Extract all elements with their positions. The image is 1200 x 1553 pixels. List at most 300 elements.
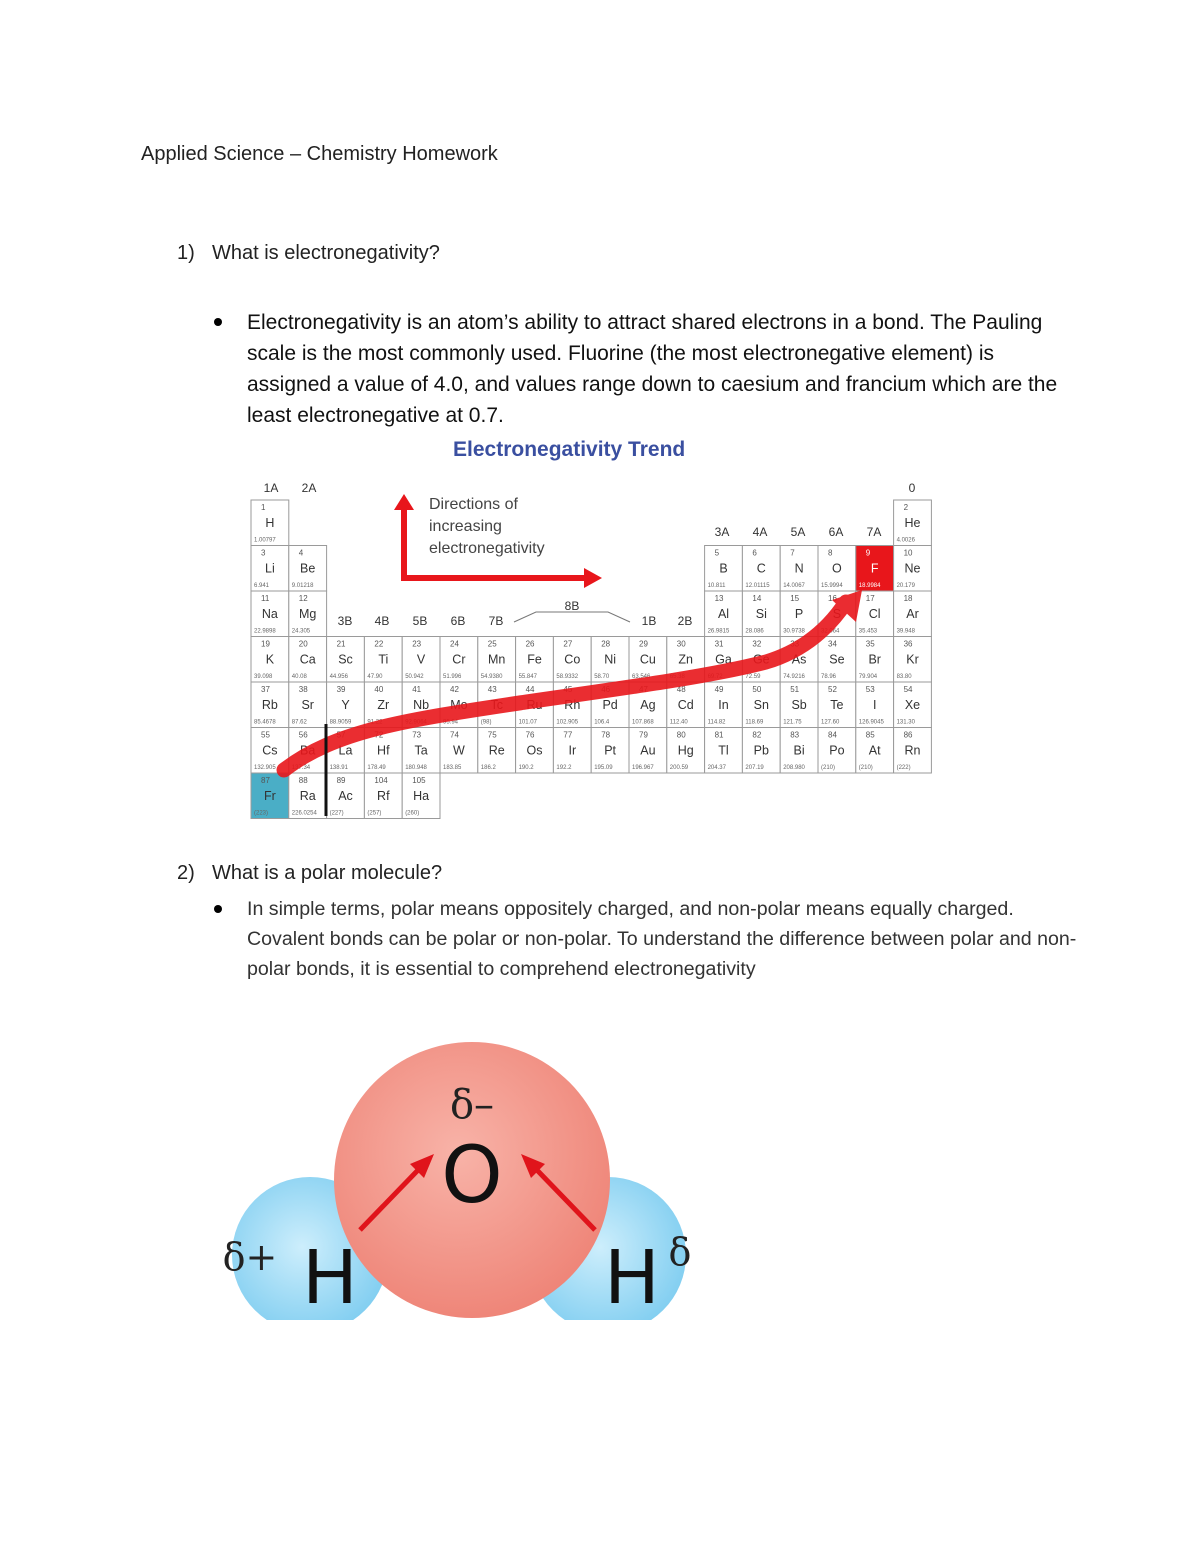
atomic-mass: 15.9994: [821, 583, 843, 589]
atomic-number: 40: [374, 685, 384, 694]
element-symbol: I: [872, 698, 877, 712]
element-cell-in: [705, 682, 743, 728]
group-label: 6A: [828, 525, 844, 539]
atomic-mass: 190.2: [518, 765, 534, 771]
element-symbol: Sn: [753, 698, 769, 712]
question-2-number: 2): [177, 862, 195, 884]
element-symbol: Ti: [378, 652, 389, 667]
element-cell-kr: [894, 637, 932, 683]
atomic-mass: (98): [480, 719, 492, 726]
element-cell-o: [818, 546, 856, 592]
direction-label-line-3: electronegativity: [429, 540, 545, 557]
element-symbol: Ra: [299, 789, 316, 803]
element-cell-xe: [894, 682, 932, 728]
atomic-mass: 92.9064: [405, 719, 427, 726]
atomic-number: 39: [336, 685, 346, 694]
element-cell-sn: [742, 682, 780, 728]
atomic-mass: 4.0026: [896, 537, 915, 544]
atomic-number: 43: [487, 685, 497, 694]
atomic-mass: 85.4678: [254, 719, 276, 726]
atomic-mass: 58.9332: [556, 674, 579, 680]
answer-1-text: Electronegativity is an atom’s ability to attract shared electrons in a bond. The Pauling scale is the most commonly used. Fluorine (the most electronegative element) is assigned a value of 4.0, and values range down to caesium and francium which are the least electronegative at 0.7.: [247, 311, 1058, 427]
element-symbol: Ac: [338, 789, 353, 803]
element-cell-sr: [289, 682, 327, 728]
element-cell-n: [780, 546, 818, 592]
element-cell-te: [818, 682, 856, 728]
atomic-number: 83: [790, 730, 800, 740]
atomic-number: 74: [450, 730, 459, 740]
atomic-number: 31: [714, 639, 724, 649]
element-symbol: V: [416, 652, 426, 667]
atomic-number: 42: [450, 685, 459, 694]
atomic-number: 55: [261, 730, 270, 740]
element-symbol: Pd: [602, 698, 618, 712]
question-1-number: 1): [177, 242, 195, 264]
atomic-number: 32: [752, 639, 762, 649]
element-symbol: P: [794, 607, 804, 621]
atomic-mass: 226.0254: [291, 810, 317, 817]
element-cell-tl: [705, 728, 743, 774]
atomic-mass: 47.90: [367, 674, 383, 680]
atomic-mass: 192.2: [556, 765, 572, 771]
element-symbol: Tc: [490, 698, 503, 712]
element-symbol: C: [756, 561, 766, 576]
atomic-mass: 69.72: [707, 674, 723, 680]
atomic-mass: (257): [367, 810, 382, 817]
atomic-number: 1: [261, 503, 266, 512]
atomic-number: 3: [261, 548, 266, 558]
atomic-mass: 138.91: [329, 765, 348, 771]
element-symbol: As: [791, 652, 807, 667]
atomic-number: 7: [790, 548, 795, 558]
question-2-text: What is a polar molecule?: [212, 862, 443, 884]
element-cell-mn: [478, 637, 516, 683]
element-symbol: La: [338, 743, 353, 758]
element-symbol: Zr: [377, 698, 390, 712]
atomic-mass: 72.59: [745, 674, 761, 680]
atomic-mass: 14.0067: [783, 583, 805, 589]
atomic-number: 87: [261, 776, 270, 785]
atomic-number: 56: [298, 730, 308, 740]
group-label: 4B: [374, 614, 390, 628]
atomic-number: 33: [790, 639, 800, 649]
atomic-mass: 9.01218: [291, 583, 314, 589]
atomic-number: 80: [676, 730, 686, 740]
element-symbol: In: [718, 698, 729, 712]
atomic-mass: 186.2: [480, 765, 496, 771]
atomic-mass: 78.96: [821, 674, 837, 680]
atomic-mass: 112.40: [669, 719, 688, 726]
atomic-number: 88: [298, 776, 308, 785]
atomic-number: 30: [676, 639, 686, 649]
element-symbol: Rh: [564, 698, 581, 712]
element-symbol: Sc: [338, 652, 353, 667]
answer-2-text: In simple terms, polar means oppositely charged, and non-polar means equally charged. Covalent bonds can be polar or non-polar. To understand the difference between polar and non-polar bonds, it is essential to comprehend electronegativity: [247, 898, 1077, 980]
atomic-mass: 58.70: [594, 674, 610, 680]
element-symbol: Cl: [868, 607, 881, 621]
group-label: 1A: [263, 481, 279, 495]
water-molecule-figure: [210, 1030, 710, 1320]
atomic-mass: 132.905: [254, 765, 276, 771]
atomic-number: 45: [563, 685, 573, 694]
group-label: 5A: [790, 525, 806, 539]
element-symbol: Be: [300, 561, 316, 576]
element-symbol: H: [265, 516, 275, 530]
atomic-mass: 183.85: [443, 765, 462, 771]
group-label: 6B: [450, 614, 466, 628]
element-symbol: Co: [564, 652, 581, 667]
atomic-number: 77: [563, 730, 573, 740]
element-symbol: Au: [640, 743, 656, 758]
atomic-number: 28: [601, 639, 611, 649]
element-cell-ar: [894, 591, 932, 637]
element-cell-k: [251, 637, 289, 683]
element-symbol: Ir: [568, 743, 577, 758]
element-symbol: Te: [830, 698, 844, 712]
atomic-mass: 20.179: [896, 583, 915, 589]
oxygen-symbol: O: [441, 1131, 503, 1221]
atomic-mass: 114.82: [707, 719, 726, 726]
bullet-icon: [214, 318, 222, 326]
atomic-mass: (227): [329, 810, 344, 817]
direction-label-line-2: increasing: [429, 518, 502, 535]
element-cell-po: [818, 728, 856, 774]
element-cell-ne: [894, 546, 932, 592]
atomic-mass: 95.94: [443, 719, 459, 726]
group-8b-bracket: [514, 612, 630, 622]
element-symbol: Cu: [639, 652, 656, 667]
element-symbol: Hg: [677, 743, 694, 758]
atomic-number: 12: [298, 594, 308, 603]
atomic-mass: 126.9045: [858, 719, 884, 726]
atomic-number: 52: [828, 685, 837, 694]
element-cell-al: [705, 591, 743, 637]
group-label: 7B: [488, 614, 504, 628]
element-symbol: O: [832, 561, 842, 576]
element-symbol: Mg: [299, 607, 317, 621]
element-cell-y: [327, 682, 365, 728]
element-symbol: Mn: [488, 652, 506, 667]
electronegativity-trend-figure: [246, 430, 936, 822]
element-symbol: Cd: [677, 698, 694, 712]
atomic-mass: 180.948: [405, 765, 427, 771]
element-symbol: Rn: [904, 743, 921, 758]
atomic-number: 37: [261, 685, 270, 694]
element-cell-co: [553, 637, 591, 683]
direction-label-line-1: Directions of: [429, 496, 518, 513]
element-cell-au: [629, 728, 667, 774]
document-title: Applied Science – Chemistry Homework: [141, 143, 498, 165]
atomic-mass: 74.9216: [783, 674, 805, 680]
atomic-mass: 22.9898: [254, 628, 276, 635]
element-symbol: Rb: [261, 698, 278, 712]
element-symbol: Sb: [791, 698, 807, 712]
element-symbol: Cs: [262, 743, 278, 758]
element-cell-ir: [553, 728, 591, 774]
element-cell-se: [818, 637, 856, 683]
element-cell-rb: [251, 682, 289, 728]
atomic-number: 48: [676, 685, 686, 694]
element-symbol: Ne: [904, 561, 921, 576]
element-symbol: Ru: [526, 698, 543, 712]
element-symbol: Ha: [413, 789, 430, 803]
atomic-mass: 106.4: [594, 719, 610, 726]
hydrogen-left-symbol: H: [302, 1235, 358, 1320]
atomic-mass: 44.956: [329, 674, 348, 680]
hydrogen-right-symbol: H: [604, 1235, 660, 1320]
element-cell-v: [402, 637, 440, 683]
atomic-number: 26: [525, 639, 535, 649]
atomic-mass: 1.00797: [254, 537, 276, 544]
atomic-number: 75: [487, 730, 497, 740]
element-cell-c: [742, 546, 780, 592]
atomic-mass: 26.9815: [707, 628, 730, 635]
element-symbol: Fe: [527, 652, 542, 667]
element-cell-pt: [591, 728, 629, 774]
atomic-number: 6: [752, 548, 757, 558]
element-symbol: At: [868, 743, 881, 758]
question-1: [0, 242, 1200, 268]
atomic-number: 21: [336, 639, 346, 649]
group-label: 3B: [337, 614, 353, 628]
element-symbol: Ga: [715, 652, 732, 667]
element-symbol: Pb: [753, 743, 769, 758]
atomic-mass: 88.9059: [329, 719, 352, 726]
atomic-mass: 107.868: [632, 719, 654, 726]
group-label: 2B: [677, 614, 693, 628]
element-cell-ra: [289, 773, 327, 819]
element-cell-h: [251, 500, 289, 546]
atomic-mass: 118.69: [745, 719, 764, 726]
atomic-number: 47: [639, 685, 648, 694]
atomic-number: 54: [903, 685, 913, 694]
atomic-mass: 83.80: [896, 674, 912, 680]
atomic-number: 44: [525, 685, 535, 694]
oxygen-charge-label: δ–: [449, 1082, 495, 1128]
element-symbol: Hf: [377, 743, 390, 758]
element-cell-br: [856, 637, 894, 683]
element-cell-fe: [516, 637, 554, 683]
atomic-number: 23: [412, 639, 422, 649]
element-cell-fr: [251, 773, 289, 819]
element-symbol: Zn: [678, 652, 693, 667]
element-cell-mg: [289, 591, 327, 637]
atomic-mass: 79.904: [858, 674, 878, 680]
atomic-number: 72: [374, 730, 384, 740]
question-1-text: What is electronegativity?: [212, 242, 440, 264]
element-symbol: Re: [488, 743, 505, 758]
atomic-number: 29: [639, 639, 648, 649]
atomic-mass: 121.75: [783, 719, 802, 726]
element-cell-li: [251, 546, 289, 592]
atomic-number: 14: [752, 594, 762, 603]
atomic-mass: 54.9380: [480, 674, 503, 680]
element-cell-be: [289, 546, 327, 592]
element-cell-cd: [667, 682, 705, 728]
atomic-mass: 50.942: [405, 674, 424, 680]
element-cell-ac: [327, 773, 365, 819]
atomic-mass: 40.08: [291, 674, 307, 680]
atomic-mass: 195.09: [594, 765, 613, 771]
element-cell-at: [856, 728, 894, 774]
element-cell-ha: [402, 773, 440, 819]
element-symbol: Na: [261, 607, 278, 621]
atomic-number: 73: [412, 730, 422, 740]
atomic-mass: (260): [405, 810, 420, 817]
element-symbol: W: [452, 743, 465, 758]
element-symbol: Ge: [752, 652, 770, 667]
element-cell-os: [516, 728, 554, 774]
element-cell-pb: [742, 728, 780, 774]
atomic-mass: 196.967: [632, 765, 654, 771]
element-cell-ti: [364, 637, 402, 683]
atomic-number: 35: [865, 639, 875, 649]
element-symbol: Ca: [299, 652, 316, 667]
element-symbol: He: [904, 516, 921, 530]
element-cell-cl: [856, 591, 894, 637]
element-symbol: Cr: [452, 652, 466, 667]
element-symbol: Se: [829, 652, 845, 667]
atomic-mass: 32.064: [821, 628, 840, 635]
group-label: 0: [908, 481, 916, 495]
atomic-mass: 35.453: [858, 628, 878, 635]
atomic-number: 79: [639, 730, 648, 740]
element-cell-ta: [402, 728, 440, 774]
element-cell-b: [705, 546, 743, 592]
element-cell-cr: [440, 637, 478, 683]
element-symbol: Mo: [450, 698, 468, 712]
element-symbol: Rf: [377, 789, 390, 803]
atomic-number: 85: [865, 730, 875, 740]
hydrogen-left-charge-label: δ+: [222, 1235, 278, 1279]
atomic-number: 84: [828, 730, 837, 740]
atomic-mass: (210): [821, 765, 836, 771]
element-cell-f: [856, 546, 894, 592]
atomic-number: 27: [563, 639, 573, 649]
atomic-number: 34: [828, 639, 837, 649]
atomic-mass: 137.34: [291, 765, 311, 771]
atomic-mass: 28.086: [745, 628, 764, 635]
element-symbol: S: [832, 607, 842, 621]
atomic-mass: 65.38: [669, 674, 685, 680]
atomic-number: 38: [298, 685, 308, 694]
atomic-mass: 178.49: [367, 765, 386, 771]
element-cell-ni: [591, 637, 629, 683]
element-cell-he: [894, 500, 932, 546]
atomic-number: 57: [336, 730, 346, 740]
group-label: 3A: [714, 525, 730, 539]
atomic-number: 10: [903, 548, 913, 558]
atomic-number: 104: [374, 776, 388, 785]
element-symbol: Ag: [640, 698, 656, 712]
element-symbol: Fr: [263, 789, 276, 803]
atomic-number: 17: [865, 594, 875, 603]
atomic-number: 11: [261, 594, 270, 603]
atomic-mass: 10.811: [707, 583, 726, 589]
atomic-mass: 200.59: [669, 765, 689, 771]
group-label: 4A: [752, 525, 768, 539]
group-label: 7A: [866, 525, 882, 539]
atomic-mass: 24.305: [291, 628, 311, 635]
element-symbol: Br: [868, 652, 881, 667]
atomic-mass: 87.62: [291, 719, 307, 726]
group-label: 2A: [301, 481, 317, 495]
atomic-mass: 101.07: [518, 719, 537, 726]
element-symbol: Sr: [301, 698, 314, 712]
element-cell-na: [251, 591, 289, 637]
atomic-mass: 91.22: [367, 719, 383, 726]
atomic-number: 89: [336, 776, 346, 785]
element-symbol: Tl: [718, 743, 729, 758]
atomic-number: 8: [828, 548, 833, 558]
element-symbol: Si: [755, 607, 767, 621]
element-symbol: Ba: [300, 743, 316, 758]
element-cell-ca: [289, 637, 327, 683]
atomic-number: 105: [412, 776, 426, 785]
element-symbol: Ar: [906, 607, 919, 621]
element-symbol: Ta: [414, 743, 428, 758]
element-symbol: F: [870, 561, 879, 576]
atomic-mass: 204.37: [707, 765, 726, 771]
atomic-number: 19: [261, 639, 270, 649]
atomic-mass: 131.30: [896, 719, 915, 726]
atomic-number: 25: [487, 639, 497, 649]
element-symbol: Kr: [906, 652, 919, 667]
group-label: 8B: [564, 599, 580, 613]
atomic-number: 36: [903, 639, 913, 649]
element-symbol: Y: [341, 698, 350, 712]
periodic-table-cells: [251, 500, 931, 819]
element-cell-hg: [667, 728, 705, 774]
figure-title: Electronegativity Trend: [453, 438, 686, 461]
element-symbol: Li: [265, 561, 275, 576]
element-symbol: Os: [526, 743, 543, 758]
element-cell-sb: [780, 682, 818, 728]
atomic-number: 49: [714, 685, 724, 694]
element-cell-rf: [364, 773, 402, 819]
atomic-mass: (222): [896, 765, 911, 771]
atomic-mass: 207.19: [745, 765, 764, 771]
atomic-number: 16: [828, 594, 837, 603]
atomic-number: 41: [412, 685, 422, 694]
atomic-mass: 51.996: [443, 674, 462, 680]
atomic-number: 5: [714, 548, 720, 558]
atomic-number: 15: [790, 594, 800, 603]
atomic-mass: 208.980: [783, 765, 805, 771]
element-cell-sc: [327, 637, 365, 683]
element-cell-rn: [894, 728, 932, 774]
atomic-number: 53: [865, 685, 875, 694]
bullet-icon: [214, 905, 222, 913]
group-label: 1B: [641, 614, 657, 628]
element-cell-bi: [780, 728, 818, 774]
atomic-number: 20: [298, 639, 308, 649]
atomic-number: 86: [903, 730, 913, 740]
atomic-number: 78: [601, 730, 611, 740]
element-symbol: Nb: [413, 698, 430, 712]
atomic-mass: 127.60: [821, 719, 840, 726]
element-cell-i: [856, 682, 894, 728]
atomic-number: 18: [903, 594, 913, 603]
atomic-number: 4: [298, 548, 304, 558]
group-label: 5B: [412, 614, 428, 628]
atomic-number: 2: [903, 503, 909, 512]
atomic-number: 51: [790, 685, 800, 694]
element-symbol: Pt: [604, 743, 617, 758]
element-cell-si: [742, 591, 780, 637]
atomic-mass: 39.098: [254, 674, 273, 680]
hydrogen-right-charge-label: δ: [668, 1230, 692, 1274]
